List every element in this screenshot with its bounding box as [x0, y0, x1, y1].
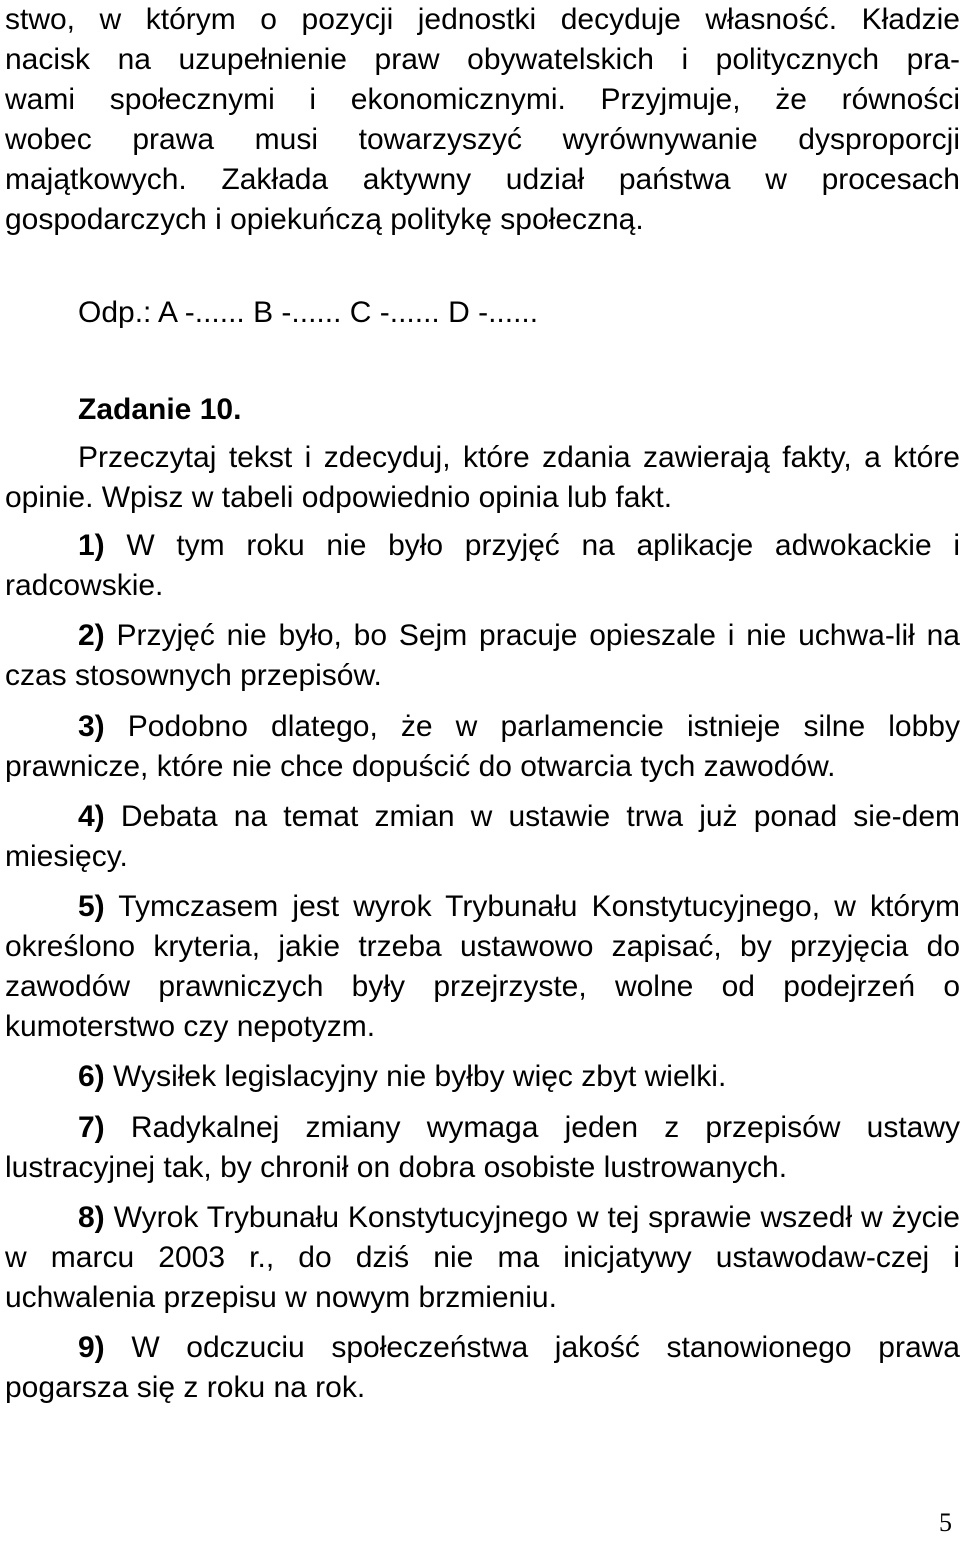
statement-text: Podobno dlatego, że w parlamencie istnieje silne lobby prawnicze, które nie chce dopuścić do otwarcia tych zawodów. — [5, 710, 960, 783]
statement-number: 7) — [78, 1111, 105, 1144]
intro-paragraph — [5, 0, 960, 240]
statement-text: Przyjęć nie było, bo Sejm pracuje opieszale i nie uchwa-lił na czas stosownych przepisów. — [5, 619, 960, 692]
statement-text: Tymczasem jest wyrok Trybunału Konstytucyjnego, w którym określono kryteria, jakie trzeba ustawowo zapisać, by przyjęcia do zawodów prawniczych były przejrzyste, wolne od podejrzeń o kumoterstwo czy nepotyzm. — [5, 890, 960, 1043]
intro-line: wami społecznymi i ekonomicznymi. Przyjmuje, że równości — [5, 83, 960, 116]
statement-item — [5, 1108, 960, 1188]
statement-text: Wyrok Trybunału Konstytucyjnego w tej sprawie wszedł w życie w marcu 2003 r., do dziś nie ma inicjatywy ustawodaw-czej i uchwalenia przepisu w nowym brzmieniu. — [5, 1201, 960, 1314]
statement-text: W tym roku nie było przyjęć na aplikacje adwokackie i radcowskie. — [5, 529, 960, 602]
statement-item — [5, 526, 960, 606]
statement-item — [5, 1198, 960, 1318]
statement-number: 8) — [78, 1201, 105, 1234]
intro-line: majątkowych. Zakłada aktywny udział państwa w procesach — [5, 163, 960, 196]
statement-number: 3) — [78, 710, 105, 743]
answer-line: Odp.: A -...... B -...... C -...... D -...... — [78, 296, 539, 329]
statement-item — [5, 887, 960, 1047]
statement-text: Wysiłek legislacyjny nie byłby więc zbyt wielki. — [113, 1060, 727, 1093]
statement-number: 1) — [78, 529, 105, 562]
intro-line: nacisk na uzupełnienie praw obywatelskich i politycznych pra- — [5, 43, 960, 76]
page-number: 5 — [939, 1508, 952, 1537]
statement-item — [5, 1328, 960, 1408]
statement-item — [5, 616, 960, 696]
intro-line: gospodarczych i opiekuńczą politykę społeczną. — [5, 203, 644, 236]
statement-text: Radykalnej zmiany wymaga jeden z przepisów ustawy lustracyjnej tak, by chronił on dobra osobiste lustrowanych. — [5, 1111, 960, 1184]
statement-number: 9) — [78, 1331, 105, 1364]
statement-item — [5, 707, 960, 787]
intro-line: wobec prawa musi towarzyszyć wyrównywanie dysproporcji — [5, 123, 960, 156]
statement-number: 4) — [78, 800, 105, 833]
statement-number: 6) — [78, 1060, 105, 1093]
statement-number: 5) — [78, 890, 105, 923]
document-page — [5, 0, 960, 1408]
intro-line: stwo, w którym o pozycji jednostki decyduje własność. Kładzie — [5, 3, 960, 36]
statement-item — [5, 1057, 960, 1097]
task-title: Zadanie 10. — [78, 393, 242, 426]
statement-item — [5, 797, 960, 877]
statement-text: Debata na temat zmian w ustawie trwa już ponad sie-dem miesięcy. — [5, 800, 960, 873]
statement-number: 2) — [78, 619, 105, 652]
statement-text: W odczuciu społeczeństwa jakość stanowionego prawa pogarsza się z roku na rok. — [5, 1331, 960, 1404]
task-instruction: Przeczytaj tekst i zdecyduj, które zdania zawierają fakty, a które opinie. Wpisz w tabeli odpowiednio opinia lub fakt. — [5, 441, 960, 514]
